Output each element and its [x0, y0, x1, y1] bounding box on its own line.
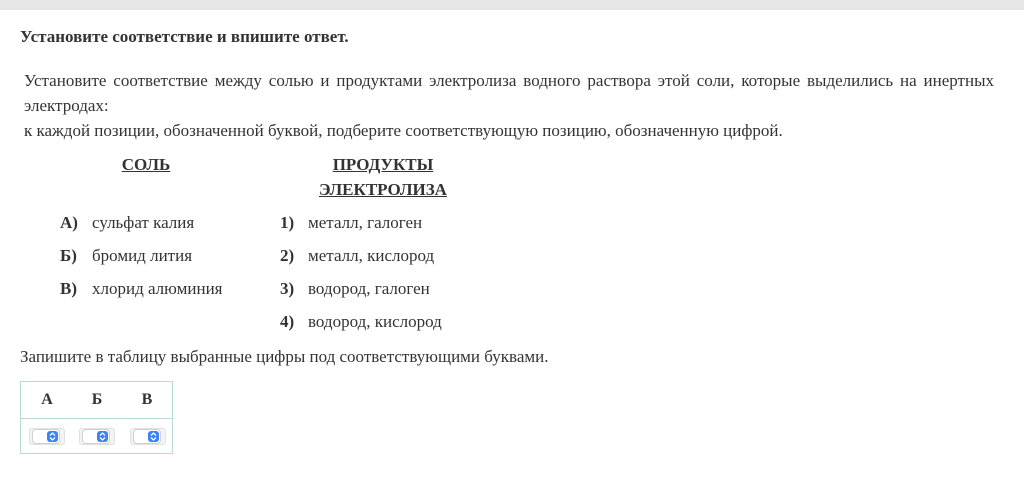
product-number: 1) — [280, 213, 295, 232]
salt-text: сульфат калия — [92, 213, 195, 232]
product-text: водород, галоген — [308, 279, 430, 298]
select-arrows-icon[interactable] — [97, 431, 108, 442]
product-number: 4) — [280, 312, 295, 331]
products-header-line-2: ЭЛЕКТРОЛИЗА — [319, 180, 447, 199]
answer-select-b[interactable] — [79, 428, 115, 445]
salt-column-header — [95, 152, 197, 177]
answer-instruction: Запишите в таблицу выбранные цифры под соответствующими буквами. — [20, 347, 549, 366]
task-intro — [24, 68, 994, 143]
salt-letter: Б) — [60, 246, 77, 265]
salt-item-v — [60, 278, 223, 300]
answer-header-b: Б — [91, 391, 103, 408]
product-item-2 — [280, 245, 434, 267]
top-strip — [0, 0, 1024, 10]
products-header-line-1: ПРОДУКТЫ — [332, 155, 434, 174]
select-box[interactable] — [33, 430, 59, 443]
salt-text: хлорид алюминия — [92, 279, 223, 298]
select-box[interactable] — [83, 430, 109, 443]
select-arrows-icon[interactable] — [47, 431, 58, 442]
product-number: 2) — [280, 246, 295, 265]
product-text: металл, кислород — [308, 246, 435, 265]
intro-line-1: Установите соответствие между солью и продуктами электролиза водного раствора этой соли, которые выделились на инертных электродах: — [24, 71, 994, 115]
answer-table — [20, 381, 173, 454]
product-text: металл, галоген — [308, 213, 423, 232]
product-item-3 — [280, 278, 430, 300]
salt-item-b — [60, 245, 192, 267]
salt-header-text: СОЛЬ — [121, 155, 171, 174]
answer-select-v[interactable] — [130, 428, 166, 445]
answer-select-a[interactable] — [29, 428, 65, 445]
products-column-header — [295, 152, 471, 202]
select-arrows-icon[interactable] — [148, 431, 159, 442]
product-text: водород, кислород — [308, 312, 442, 331]
product-item-1 — [280, 212, 422, 234]
salt-letter: В) — [60, 279, 77, 298]
product-item-4 — [280, 311, 442, 333]
salt-text: бромид лития — [92, 246, 193, 265]
salt-letter: А) — [60, 213, 78, 232]
task-title: Установите соответствие и впишите ответ. — [20, 27, 349, 46]
product-number: 3) — [280, 279, 295, 298]
answer-header-v: В — [141, 391, 153, 408]
intro-line-2: к каждой позиции, обозначенной буквой, подберите соответствующую позицию, обозначенную цифрой. — [24, 121, 783, 140]
salt-item-a — [60, 212, 194, 234]
answer-header-a: А — [41, 391, 53, 408]
select-box[interactable] — [134, 430, 160, 443]
answer-table-header — [21, 382, 172, 419]
